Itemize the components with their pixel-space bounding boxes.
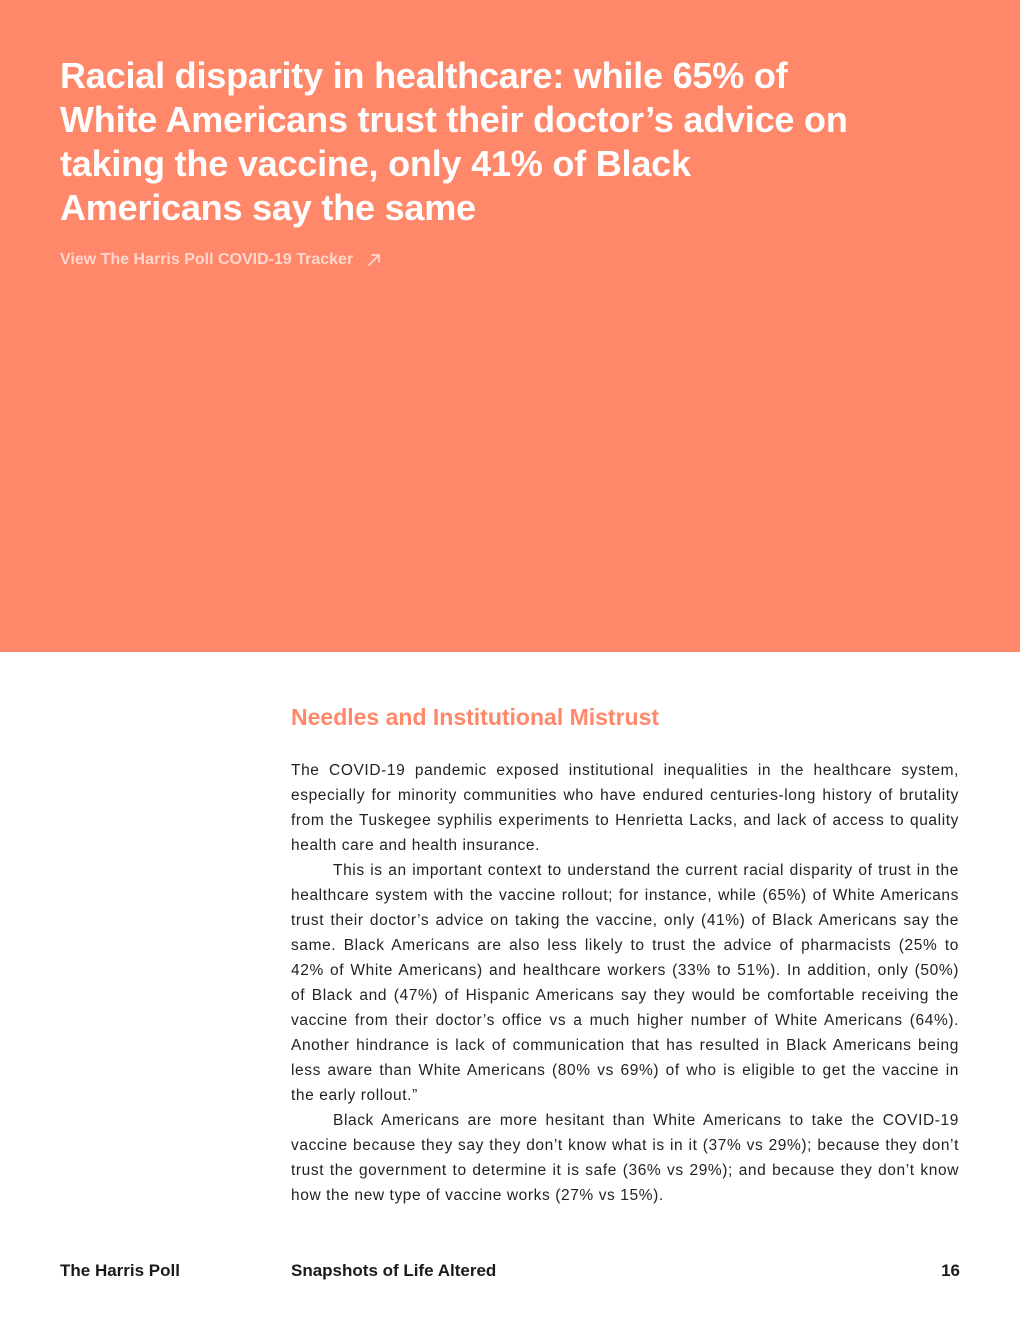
body-paragraph: This is an important context to understand the current racial disparity of trust in the healthcare system with the vaccine rollout; for instance, while (65%) of White Americans trust their doctor’s advice on taking the vaccine, only (41%) of Black Americans say the same. Black Americans are also less likely to trust the advice of pharmacists (25% to 42% of White Americans) and healthcare workers (33% to 51%). In addition, only (50%) of Black and (47%) of Hispanic Americans say they would be comfortable receiving the vaccine from their doctor’s office vs a much higher number of White Americans (64%). Another hindrance is lack of communication that has resulted in Black Americans being less aware than White Americans (80% vs 69%) of who is eligible to get the vaccine in the early rollout.” xyxy=(291,862,959,1104)
body-paragraph: The COVID-19 pandemic exposed institutional inequalities in the healthcare system, especially for minority communities who have endured centuries-long history of brutality from the Tuskegee syphilis experiments to Henrietta Lacks, and lack of access to quality health care and health insurance. xyxy=(291,762,959,854)
article-body xyxy=(291,758,959,1208)
page-number: 16 xyxy=(941,1261,960,1280)
tracker-link[interactable] xyxy=(60,248,381,272)
footer-publication-title: Snapshots of Life Altered xyxy=(291,1261,497,1280)
body-paragraph: Black Americans are more hesitant than White Americans to take the COVID-19 vaccine because they say they don’t know what is in it (37% vs 29%); because they don’t trust the government to determine it is safe (36% vs 29%); and because they don’t know how the new type of vaccine works (27% vs 15%). xyxy=(291,1112,959,1204)
arrow-up-right-icon xyxy=(367,253,381,267)
page-title: Racial disparity in healthcare: while 65% of White Americans trust their doctor’s advice on taking the vaccine, only 41% of Black Americans say the same xyxy=(60,55,848,228)
tracker-link-label: View The Harris Poll COVID-19 Tracker xyxy=(60,251,354,268)
hero-banner xyxy=(0,0,1020,652)
footer-brand: The Harris Poll xyxy=(60,1261,180,1280)
section-title: Needles and Institutional Mistrust xyxy=(291,704,660,730)
